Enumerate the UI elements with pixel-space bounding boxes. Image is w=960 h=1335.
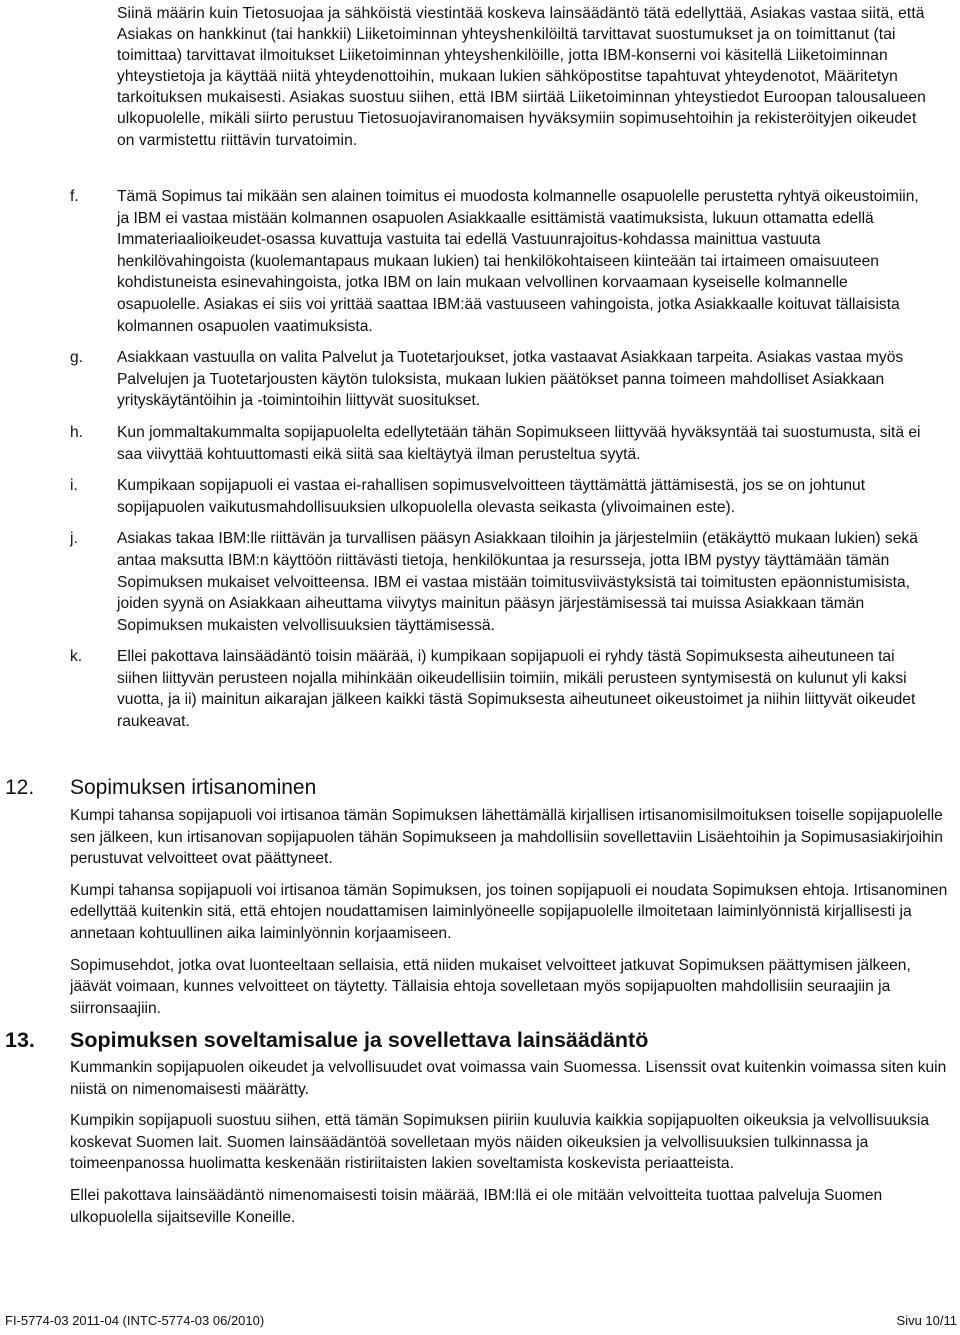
list-item-text: Kun jommaltakummalta sopijapuolelta edellytetään tähän Sopimukseen liittyvää hyväksyntää tai suostumusta, sitä ei saa viivyttää kohtuuttomasti eikä siitä saa kieltäytyä ilman perusteltua syytä. [117,423,921,463]
section-title: Sopimuksen soveltamisalue ja sovellettava lainsäädäntö [70,1028,649,1052]
section-paragraph: Kumpi tahansa sopijapuoli voi irtisanoa tämän Sopimuksen lähettämällä kirjallisen irtisanomisilmoituksen toiselle sopijapuolelle sen jälkeen, kun irtisanovan sopijapuolen tähän Sopimukseen ja mahdollisiin sovellettaviin Lisäehtoihin ja Sopimusasiakirjoihin perustuvat velvoitteet ovat päättyneet. [70,807,943,868]
list-item-k [0,646,932,732]
list-item-letter: f. [70,188,79,205]
document-code: FI-5774-03 2011-04 (INTC-5774-03 06/2010) [5,1313,265,1328]
list-item-letter: i. [70,477,78,495]
list-item-i [0,475,932,518]
list-item-h [0,422,932,465]
list-item-f [0,186,932,337]
page-number: Sivu 10/11 [896,1313,957,1328]
list-item-text: Asiakas takaa IBM:lle riittävän ja turvallisen pääsyn Asiakkaan tiloihin ja järjestelmiin (etäkäyttö mukaan lukien) sekä antaa maksutta IBM:n käyttöön riittävästi tietoja, henkilökuntaa ja resursseja, jotta IBM pystyy täyttämään tämän Sopimuksen mukaiset velvoitteensa. IBM ei vastaa mistään toimitusviivästyksistä tai toimitusten epäonnistumisista, joiden syynä on Asiakkaan aiheuttama viivytys mainitun pääsyn järjestämisessä tai muissa Asiakkaan tämän Sopimuksen mukaisten velvollisuuksien täyttämisessä. [117,530,918,634]
section-paragraph: Kummankin sopijapuolen oikeudet ja velvollisuudet ovat voimassa vain Suomessa. Lisenssit ovat kuitenkin voimassa siten kuin niistä on nimenomaisesti määrätty. [70,1059,947,1098]
section-12 [0,775,960,1029]
section-heading [0,1027,960,1057]
lettered-list [0,186,960,743]
list-item-g [0,347,932,412]
section-heading [0,775,960,805]
list-item-letter: h. [70,423,84,441]
list-item-text: Kumpikaan sopijapuoli ei vastaa ei-rahallisen sopimusvelvoitteen täyttämättä jättämisestä, jos se on johtunut sopijapuolen vaikutusmahdollisuuksien ulkopuolella olevasta seikasta (ylivoimainen este). [117,477,866,516]
section-number: 12. [5,776,35,799]
section-paragraph: Kumpikin sopijapuoli suostuu siihen, että tämän Sopimuksen piiriin kuuluvia kaikkia sopijapuolten oikeuksia ja velvollisuuksia koskevat Suomen lait. Suomen lainsäädäntöä sovelletaan myös näiden oikeuksien ja velvollisuuksien tulkinnassa ja toimeenpanossa huolimatta keskenään ristiriitaisten lakien soveltamista koskevista periaatteista. [70,1112,929,1173]
list-item-text: Asiakkaan vastuulla on valita Palvelut ja Tuotetarjoukset, jotka vastaavat Asiakkaan tarpeita. Asiakas vastaa myös Palvelujen ja Tuotetarjousten käytön tuloksista, mukaan lukien päätökset panna toimeen mahdolliset Asiakkaan yrityskäytäntöihin ja -toimintoihin liittyvät suositukset. [117,349,904,410]
section-paragraph: Kumpi tahansa sopijapuoli voi irtisanoa tämän Sopimuksen, jos toinen sopijapuoli ei noudata Sopimuksen ehtoja. Irtisanominen edellyttää kuitenkin sitä, että ehtojen noudattamisen laiminlyöneelle sopijapuolelle ilmoitetaan laiminlyönnistä kirjallisesti ja annetaan kohtuullinen aika laiminlyönnin korjaamiseen. [70,881,948,942]
intro-paragraph: Siinä määrin kuin Tietosuojaa ja sähköistä viestintää koskeva lainsäädäntö tätä edellyttää, Asiakas vastaa siitä, että Asiakas on hankkinut (tai hankkii) Liiketoiminnan yhteyshenkilöiltä tarvittavat suostumukset ja on toimittanut (tai toimittaa) tarvittavat ilmoitukset Liiketoiminnan yhteyshenkilöille, jotta IBM-konserni voi käsitellä Liiketoiminnan yhteystietoja ja käyttää niitä yhteydenottoihin, mukaan lukien sähköpostitse tapahtuvat yhteydenotot, Määritetyn tarkoituksen mukaisesti. Asiakas suostuu siihen, että IBM siirtää Liiketoiminnan yhteystiedot Euroopan talousalueen ulkopuolelle, mikäli siirto perustuu Tietosuojaviranomaisen hyväksymiin sopimusehtoihin ja rekisteröityjen oikeudet on varmistettu riittävin turvatoimin. [117,5,926,149]
list-item-text: Ellei pakottava lainsäädäntö toisin määrää, i) kumpikaan sopijapuoli ei ryhdy tästä Sopimuksesta aiheutuneen tai siihen liittyvän perusteen nojalla mihinkään oikeudellisiin toimiin, mikäli perusteen syntymisestä on kulunut yli kaksi vuotta, ja ii) mainitun aikarajan jälkeen kaikki tästä Sopimuksesta aiheutuneet oikeustoimet ja niihin liittyvät oikeudet raukeavat. [117,648,916,731]
section-number: 13. [5,1028,35,1052]
list-item-letter: k. [70,648,83,666]
list-item-j [0,528,932,636]
section-title: Sopimuksen irtisanominen [70,776,317,799]
list-item-letter: g. [70,349,84,367]
section-paragraph: Sopimusehdot, jotka ovat luonteeltaan sellaisia, että niiden mukaiset velvoitteet jatkuvat Sopimuksen päättymisen jälkeen, jäävät voimaan, kunnes velvoitteet on täytetty. Tällaisia ehtoja sovelletaan myös sopijapuolten mahdollisiin seuraajiin ja siirronsaajiin. [70,956,911,1017]
list-item-letter: j. [70,530,78,548]
section-paragraph: Ellei pakottava lainsäädäntö nimenomaisesti toisin määrää, IBM:llä ei ole mitään velvoitteita tuottaa palveluja Suomen ulkopuolella sijaitseville Koneille. [70,1186,883,1226]
list-item-text: Tämä Sopimus tai mikään sen alainen toimitus ei muodosta kolmannelle osapuolelle perustetta ryhtyä oikeustoimiin, ja IBM ei vastaa mistään kolmannen osapuolen Asiakkaalle esittämistä vaatimuksista, lukuun ottamatta edellä Immateriaalioikeudet-osassa kuvattuja vastuita tai edellä Vastuunrajoitus-kohdassa mainittua vastuuta henkilövahingoista (kuolemantapaus mukaan lukien) tai henkilökohtaiseen kiinteään tai irtaimeen omaisuuteen kohdistuneista esinevahingoista, jotka IBM on lain mukaan velvollinen korvaamaan kyseiselle kolmannelle osapuolelle. Asiakas ei siis voi yrittää saattaa IBM:ää vastuuseen vahingoista, jotka Asiakkaalle koituvat tällaisista kolmannen osapuolen vaatimuksista. [117,188,919,335]
section-13 [0,1027,960,1238]
